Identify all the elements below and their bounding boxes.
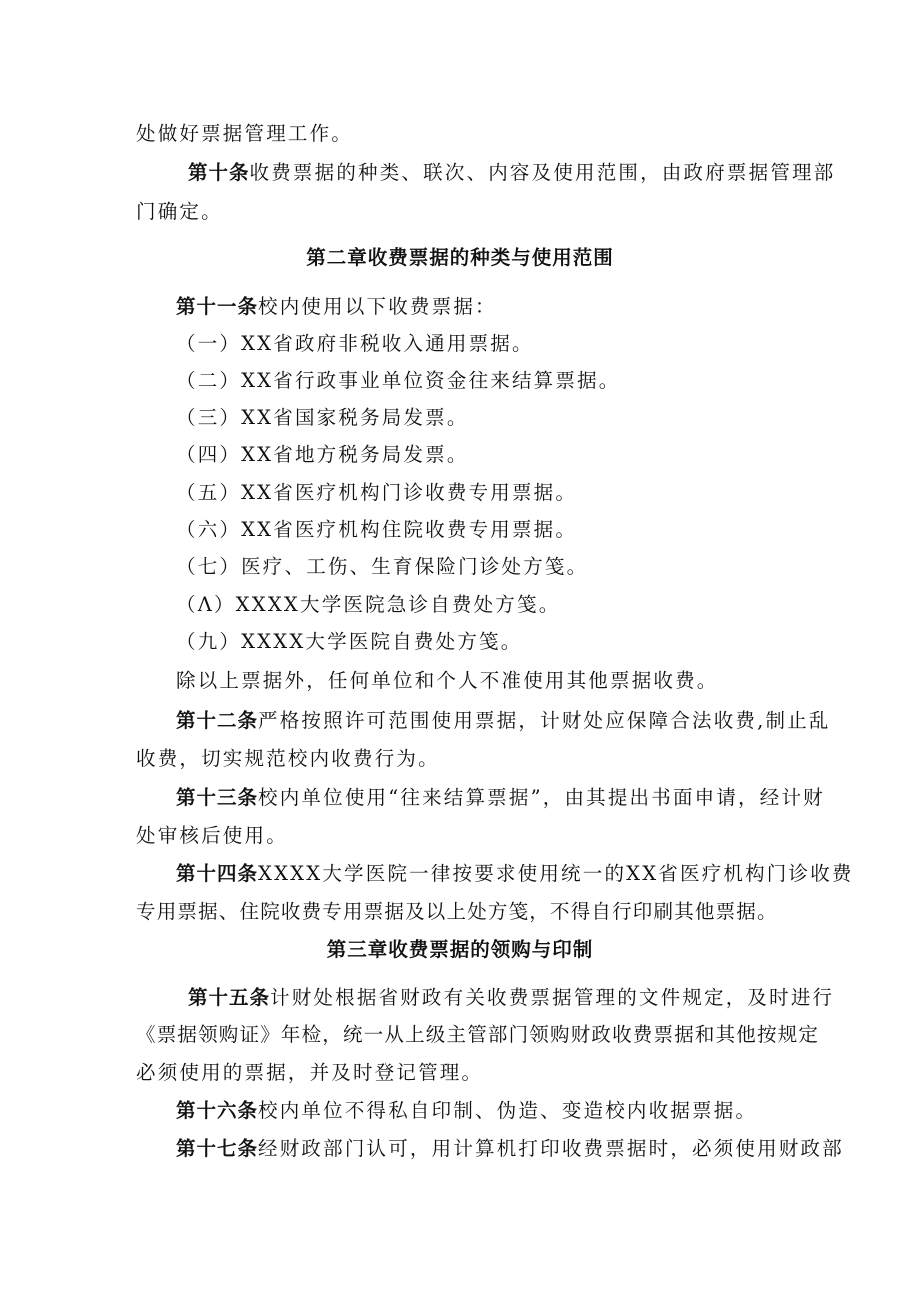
article-number: 第十六条 — [176, 1099, 259, 1122]
line-text: （四）XX省地方税务局发票。 — [176, 443, 469, 466]
line-text: （五）XX省医疗机构门诊收费专用票据。 — [176, 481, 578, 504]
line-text: 收费票据的种类、联次、内容及使用范围，由政府票据管理部 — [249, 161, 836, 184]
paragraph-line — [136, 199, 796, 225]
line-text: 收费，切实规范校内收费行为。 — [136, 747, 440, 770]
list-item — [176, 405, 836, 431]
paragraph-line — [136, 823, 796, 849]
line-text: 经财政部门认可，用计算机打印收费票据时，必须使用财政部 — [258, 1137, 844, 1160]
article-17 — [176, 1136, 844, 1162]
article-number: 第十五条 — [188, 986, 271, 1009]
article-13 — [176, 785, 836, 811]
list-item — [176, 331, 836, 357]
line-text: 必须使用的票据，并及时登记管理。 — [136, 1061, 484, 1084]
line-text: 校内单位不得私自印制、伪造、变造校内收据票据。 — [258, 1099, 758, 1122]
paragraph-line — [136, 899, 796, 925]
line-text: （九）XXXX大学医院自费处方笺。 — [176, 630, 523, 653]
article-14 — [176, 861, 854, 887]
article-number: 第十条 — [188, 161, 250, 184]
article-number: 第十四条 — [176, 862, 259, 885]
list-item — [176, 517, 836, 543]
article-16 — [176, 1098, 836, 1124]
line-text: 处审核后使用。 — [136, 824, 288, 847]
line-text: （七）医疗、工伤、生育保险门诊处方笺。 — [176, 555, 589, 578]
article-12 — [176, 708, 836, 734]
paragraph-line — [136, 121, 796, 147]
paragraph-line — [176, 668, 836, 694]
line-text: 校内使用以下收费票据： — [258, 295, 497, 318]
list-item — [176, 554, 836, 580]
line-text: 除以上票据外，任何单位和个人不准使用其他票据收费。 — [176, 669, 719, 692]
article-10 — [188, 160, 848, 186]
line-text: （一）XX省政府非税收入通用票据。 — [176, 332, 534, 355]
line-text: 专用票据、住院收费专用票据及以上处方笺，不得自行印刷其他票据。 — [136, 900, 778, 923]
paragraph-line — [136, 746, 796, 772]
line-text: 门确定。 — [136, 200, 223, 223]
list-item — [176, 480, 836, 506]
article-number: 第十七条 — [176, 1137, 259, 1160]
paragraph-line — [136, 1022, 820, 1048]
line-text: 计财处根据省财政有关收费票据管理的文件规定，及时进行 — [270, 986, 835, 1009]
paragraph-line — [136, 1060, 796, 1086]
chapter-2-heading: 第二章收费票据的种类与使用范围 — [306, 246, 614, 269]
article-11 — [176, 294, 836, 320]
line-text: （六）XX省医疗机构住院收费专用票据。 — [176, 518, 578, 541]
list-item — [176, 442, 836, 468]
list-item — [176, 629, 836, 655]
list-item — [176, 592, 836, 618]
chapter-3-heading: 第三章收费票据的领购与印制 — [326, 938, 594, 961]
line-text: 校内单位使用“往来结算票据”，由其提出书面申请，经计财 — [258, 786, 825, 809]
article-number: 第十三条 — [176, 786, 259, 809]
line-text: XXXX大学医院一律按要求使用统一的XX省医疗机构门诊收费 — [258, 862, 854, 885]
line-text: （三）XX省国家税务局发票。 — [176, 406, 469, 429]
line-text: 处做好票据管理工作。 — [136, 122, 354, 145]
article-number: 第十一条 — [176, 295, 259, 318]
line-text: （二）XX省行政事业单位资金往来结算票据。 — [176, 369, 621, 392]
list-item — [176, 368, 836, 394]
line-text: 《票据领购证》年检，统一从上级主管部门领购财政收费票据和其他按规定 — [136, 1023, 820, 1046]
line-text: 严格按照许可范围使用票据，计财处应保障合法收费,制止乱 — [258, 709, 831, 732]
line-text: （Λ）XXXX大学医院急诊自费处方笺。 — [176, 593, 561, 616]
article-15 — [188, 985, 848, 1011]
article-number: 第十二条 — [176, 709, 259, 732]
